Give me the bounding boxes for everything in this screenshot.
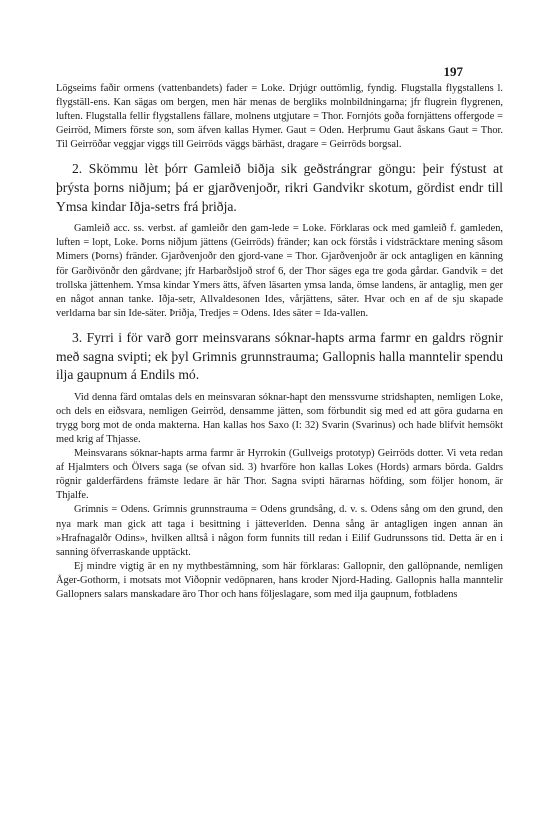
commentary-paragraph: Vid denna färd omtalas dels en meinsvaran sóknar-hapt den menssvurne stridshapten, nemligen Loke, och dels en eiðsvara, nemligen Geirröd, densamme jätten, som förbundit sig med ed att göra gudarna en trygg borg mot de onda makterna. Han kallas hos Saxo (I: 32) Svarin (Svarinus) och hade blifvit hemsökt med krig af Thjasse.	[56, 391, 503, 445]
stanza-paragraph: 2. Skömmu lèt þórr Gamleið biðja sik geðstrángrar göngu: þeir fýstust at þrýsta þorns niðjum; þá er gjarðvenjoðr, rikri Gandvikr skotum, gördist endr till Ymsa kindar Iðja-setrs frá þriðja.	[56, 161, 503, 214]
page-number: 197	[443, 64, 463, 79]
commentary-paragraph: Lögseims faðir ormens (vattenbandets) fader = Loke. Drjúgr outtömlig, fyndig. Flugstalla flygstallens l. flygställ-ens. Kan sägas om bergen, men här menas de bergliks molnbildningarna; jfr flugrein flygrenen, luften. Flugstalla fellir flygstallens fällare, molnens utgjutare = Thor. Fornjóts goða fornjättens offergode = Geirröd, Mimers förste son, som äfven kallas Hymer. Gaut = Oden. Herþrumu Gaut åskans Gaut = Thor. Til Geirröðar veggjar viggs till Geirröds väggs bärhäst, dragare = Geirröds borgsal.	[56, 83, 503, 151]
commentary-paragraph: Grímnis = Odens. Grímnis grunnstrauma = Odens grundsång, d. v. s. Odens sång om den grund, den nya mark man gick att taga i besittning i jätteverlden. Denna sång är antagligen ingen annan än »Hrafnagalðr Odins», hvilken alltså i någon form funnits till redan i Eilif Gudrunssons tid. Detta är en i sanning öfverraskande upptäckt.	[56, 504, 503, 558]
commentary-paragraph: Gamleið acc. ss. verbst. af gamleiðr den gam-lede = Loke. Förklaras ock med gamleið f. gamleden, luften = lopt, Loke. Þorns niðjum jättens (Geirröds) fränder; kan ock förstås i vidsträcktare mening såsom Mimers (Þorns) fränder. Gjarðvenjoðr den gjord-vane = Thor. Gjarðvenjoðr är ock antagligen en känning för Garðivönðr den gårdvane; jfr Harbarðsljoð strof 6, der Thor säges ega tre goda gårdar. Gandvik = det trollska jättenhem. Ymsa kindar Ymers ätts, äfven läsarten ymsa landa, ömse landens, är antaglig, men ger en något annan tanke. Iðja-setr, Allvaldesonen Ides, vårjättens, säter. Hvar och en af de sju skapade verldarna bar sin Ide-säter. Þriðja, Tredjes = Odens. Ides säter = Ida-vallen.	[56, 223, 503, 319]
page-body	[56, 82, 503, 602]
stanza-paragraph: 3. Fyrri i för varð gorr meinsvarans sóknar-hapts arma farmr en galdrs rögnir með sagna svipti; ek þyl Grimnis grunnstrauma; Gallopnis halla manntelir spendu ilja gaupnum á Endils mó.	[56, 329, 503, 383]
commentary-paragraph: Meinsvarans sóknar-hapts arma farmr är Hyrrokin (Gullveigs prototyp) Geirröds dotter. Vi veta redan af Hjalmters och Ölvers saga (se ofvan sid. 3) hvarföre hon kallas Lokes (Hords) armars börda. Galdrs rögnir galderfärdens främste ledare är här Thor. Sagna svipti härarnas höfding, som följer honom, är Thjalfe.	[56, 448, 503, 502]
commentary-paragraph: Ej mindre vigtig är en ny mythbestämning, som här förklaras: Gallopnir, den gallöpnande, nemligen Åger-Gothorm, i motsats mot Viðopnir vedöpnaren, hans kroder Njord-Hading. Gallopnis halla manntelir Gallopners salars manskadare äro Thor och hans följeslagare, som med ilja gaupnum, fotbladens	[56, 560, 503, 600]
